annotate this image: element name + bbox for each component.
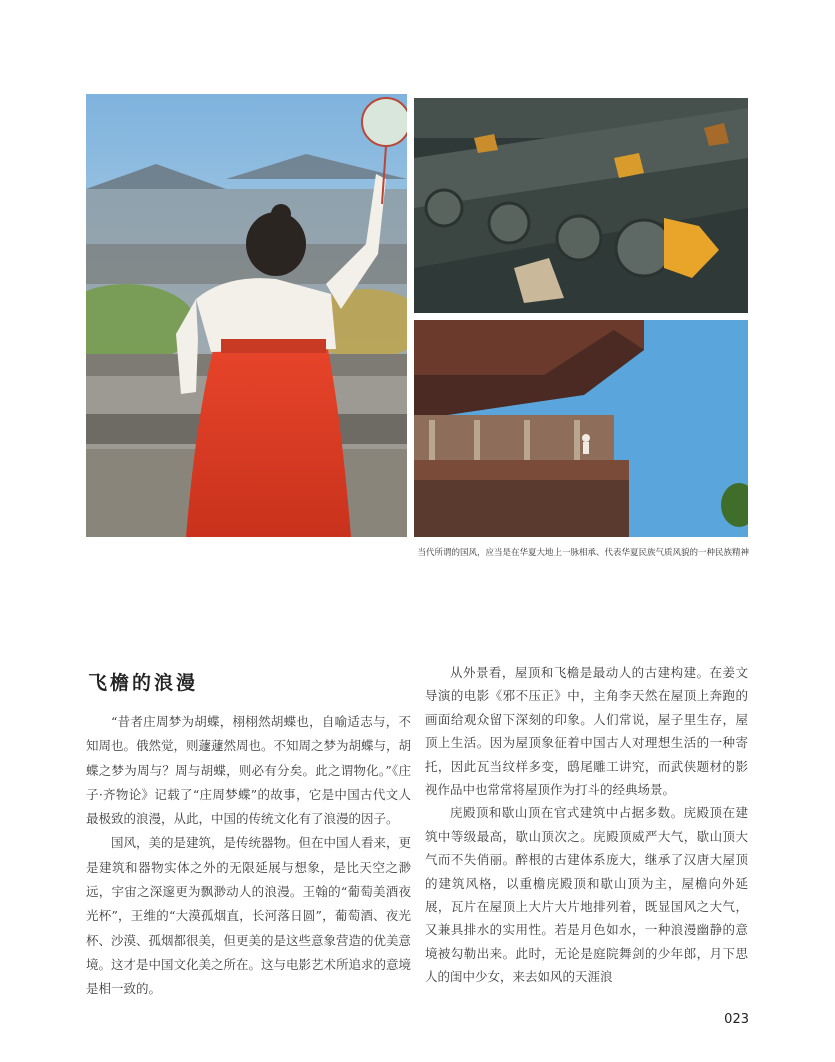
- paragraph: 国风，美的是建筑，是传统器物。但在中国人看来，更是建筑和器物实体之外的无限延展与想象，是比天空之渺远，宇宙之深邃更为飘渺动人的浪漫。王翰的“葡萄美酒夜光杯”，王维的“大漠孤烟直，长河落日圆”，葡萄酒、夜光杯、沙漠、孤烟都很美，但更美的是这些意象营造的优美意境。这才是中国文化美之所在。这与电影艺术所追求的意境是相一致的。: [86, 835, 412, 997]
- photo-pavilion: [414, 320, 748, 537]
- paragraph: 从外景看，屋顶和飞檐是最动人的古建构建。在姜文导演的电影《邪不压正》中，主角李天然在屋顶上奔跑的画面给观众留下深刻的印象。人们常说，屋子里生存，屋顶上生活。因为屋顶象征着中国古人对理想生活的一种寄托，因此瓦当纹样多变，鸱尾雕工讲究，而武侠题材的影视作品中也常常将屋顶作为打斗的经典场景。: [425, 665, 748, 798]
- photo-woman-with-fan: [86, 94, 407, 537]
- photo-pavilion-graphic: [414, 320, 748, 537]
- section-title: 飞檐的浪漫: [88, 672, 199, 694]
- page-number: 023: [724, 1012, 749, 1027]
- photo-roof-tiles: [414, 98, 748, 313]
- right-column: [425, 661, 748, 989]
- photo-woman-with-fan-graphic: [86, 94, 407, 537]
- photo-caption: 当代所谓的国风，应当是在华夏大地上一脉相承、代表华夏民族气质风貌的一种民族精神: [417, 548, 749, 558]
- paragraph: 庑殿顶和歇山顶在官式建筑中占据多数。庑殿顶在建筑中等级最高，歇山顶次之。庑殿顶威严大气，歇山顶大气而不失俏丽。醉根的古建体系庞大，继承了汉唐大屋顶的建筑风格，以重檐庑殿顶和歇山顶为主，屋檐向外延展，瓦片在屋顶上大片大片地排列着，既显国风之大气，又兼具排水的实用性。若是月色如水，一种浪漫幽静的意境被勾勒出来。此时，无论是庭院舞剑的少年郎，月下思人的闺中少女，来去如风的天涯浪: [425, 805, 748, 985]
- paragraph: “昔者庄周梦为胡蝶，栩栩然胡蝶也，自喻适志与，不知周也。俄然觉，则蘧蘧然周也。不知周之梦为胡蝶与，胡蝶之梦为周与？周与胡蝶，则必有分矣。此之谓物化。”《庄子·齐物论》记载了“庄周梦蝶”的故事，它是中国古代文人最极致的浪漫，从此，中国的传统文化有了浪漫的因子。: [86, 714, 412, 827]
- photo-roof-tiles-graphic: [414, 98, 748, 313]
- left-column: [86, 710, 411, 1002]
